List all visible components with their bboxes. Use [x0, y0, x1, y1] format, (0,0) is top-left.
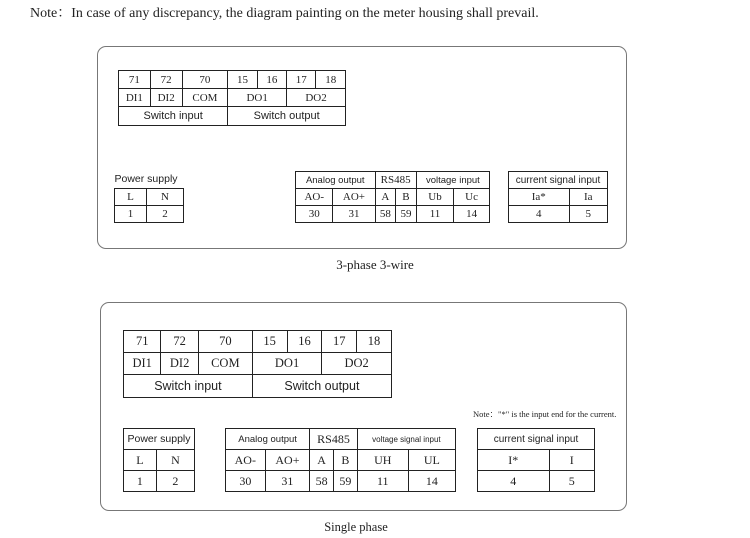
- power-table-2: [123, 428, 195, 492]
- signal-di2: DI2: [161, 353, 198, 375]
- signal-ub: Ub: [416, 189, 453, 206]
- signal-di2: DI2: [150, 89, 182, 107]
- terminal-18: 18: [316, 71, 346, 89]
- switch-output-label: Switch output: [228, 107, 346, 126]
- terminal-2: 2: [146, 205, 183, 222]
- diagram-2-caption: Single phase: [324, 520, 388, 534]
- terminal-14: 14: [454, 206, 490, 223]
- terminal-71: 71: [119, 71, 151, 89]
- current-signal-input-header: current signal input: [509, 172, 608, 189]
- terminal-31: 31: [265, 471, 310, 492]
- power-table-1: [114, 171, 184, 223]
- terminal-15: 15: [228, 71, 257, 89]
- analog-output-header: Analog output: [226, 429, 310, 450]
- signal-do2: DO2: [287, 89, 346, 107]
- signal-ao-plus: AO+: [333, 189, 375, 206]
- signal-b: B: [396, 189, 417, 206]
- io-table-1: [295, 171, 490, 223]
- diagram-1-caption: 3-phase 3-wire: [336, 257, 414, 272]
- voltage-signal-input-header: voltage signal input: [357, 429, 455, 450]
- signal-ao-plus: AO+: [265, 450, 310, 471]
- power-supply-title: Power supply: [124, 429, 195, 450]
- signal-a: A: [375, 189, 396, 206]
- terminal-59: 59: [396, 206, 417, 223]
- switch-input-label: Switch input: [119, 107, 228, 126]
- signal-ao-minus: AO-: [296, 189, 333, 206]
- terminal-4: 4: [509, 206, 570, 223]
- rs485-header: RS485: [310, 429, 358, 450]
- switch-table-2: [123, 330, 392, 398]
- analog-output-header: Analog output: [296, 172, 376, 189]
- signal-l: L: [124, 450, 157, 471]
- terminal-30: 30: [226, 471, 266, 492]
- switch-output-label: Switch output: [252, 375, 391, 398]
- signal-com: COM: [198, 353, 252, 375]
- terminal-11: 11: [357, 471, 408, 492]
- signal-uc: Uc: [454, 189, 490, 206]
- rs485-header: RS485: [375, 172, 416, 189]
- terminal-1: 1: [115, 205, 147, 222]
- switch-input-label: Switch input: [124, 375, 253, 398]
- terminal-31: 31: [333, 206, 375, 223]
- signal-b: B: [334, 450, 358, 471]
- signal-com: COM: [182, 89, 228, 107]
- terminal-59: 59: [334, 471, 358, 492]
- current-signal-input-header: current signal input: [478, 429, 595, 450]
- terminal-18: 18: [357, 331, 392, 353]
- terminal-14: 14: [408, 471, 455, 492]
- signal-do2: DO2: [322, 353, 392, 375]
- signal-l: L: [115, 188, 147, 205]
- current-input-note: Note："*" is the input end for the current.: [473, 409, 617, 419]
- voltage-input-header: voltage input: [416, 172, 489, 189]
- terminal-5: 5: [549, 471, 595, 492]
- io-table-2: [225, 428, 456, 492]
- signal-i: I: [549, 450, 595, 471]
- power-supply-title: Power supply: [114, 173, 178, 186]
- current-table-1: [508, 171, 608, 223]
- terminal-11: 11: [416, 206, 453, 223]
- signal-n: N: [156, 450, 194, 471]
- terminal-71: 71: [124, 331, 161, 353]
- terminal-4: 4: [478, 471, 550, 492]
- signal-i-star: I*: [478, 450, 550, 471]
- switch-table-1: [118, 70, 346, 126]
- terminal-70: 70: [198, 331, 252, 353]
- terminal-16: 16: [257, 71, 286, 89]
- discrepancy-note: Note：In case of any discrepancy, the diagram painting on the meter housing shall prevail.: [30, 6, 539, 21]
- signal-di1: DI1: [124, 353, 161, 375]
- terminal-5: 5: [569, 206, 607, 223]
- terminal-2: 2: [156, 471, 194, 492]
- terminal-58: 58: [375, 206, 396, 223]
- terminal-72: 72: [150, 71, 182, 89]
- signal-a: A: [310, 450, 334, 471]
- terminal-1: 1: [124, 471, 157, 492]
- signal-n: N: [146, 188, 183, 205]
- terminal-15: 15: [252, 331, 287, 353]
- current-table-2: [477, 428, 595, 492]
- signal-do1: DO1: [252, 353, 322, 375]
- terminal-70: 70: [182, 71, 228, 89]
- signal-do1: DO1: [228, 89, 287, 107]
- terminal-58: 58: [310, 471, 334, 492]
- terminal-16: 16: [287, 331, 322, 353]
- signal-ia: Ia: [569, 189, 607, 206]
- terminal-72: 72: [161, 331, 198, 353]
- terminal-30: 30: [296, 206, 333, 223]
- signal-di1: DI1: [119, 89, 151, 107]
- terminal-17: 17: [287, 71, 316, 89]
- signal-ul: UL: [408, 450, 455, 471]
- terminal-17: 17: [322, 331, 357, 353]
- signal-uh: UH: [357, 450, 408, 471]
- signal-ao-minus: AO-: [226, 450, 266, 471]
- signal-ia-star: Ia*: [509, 189, 570, 206]
